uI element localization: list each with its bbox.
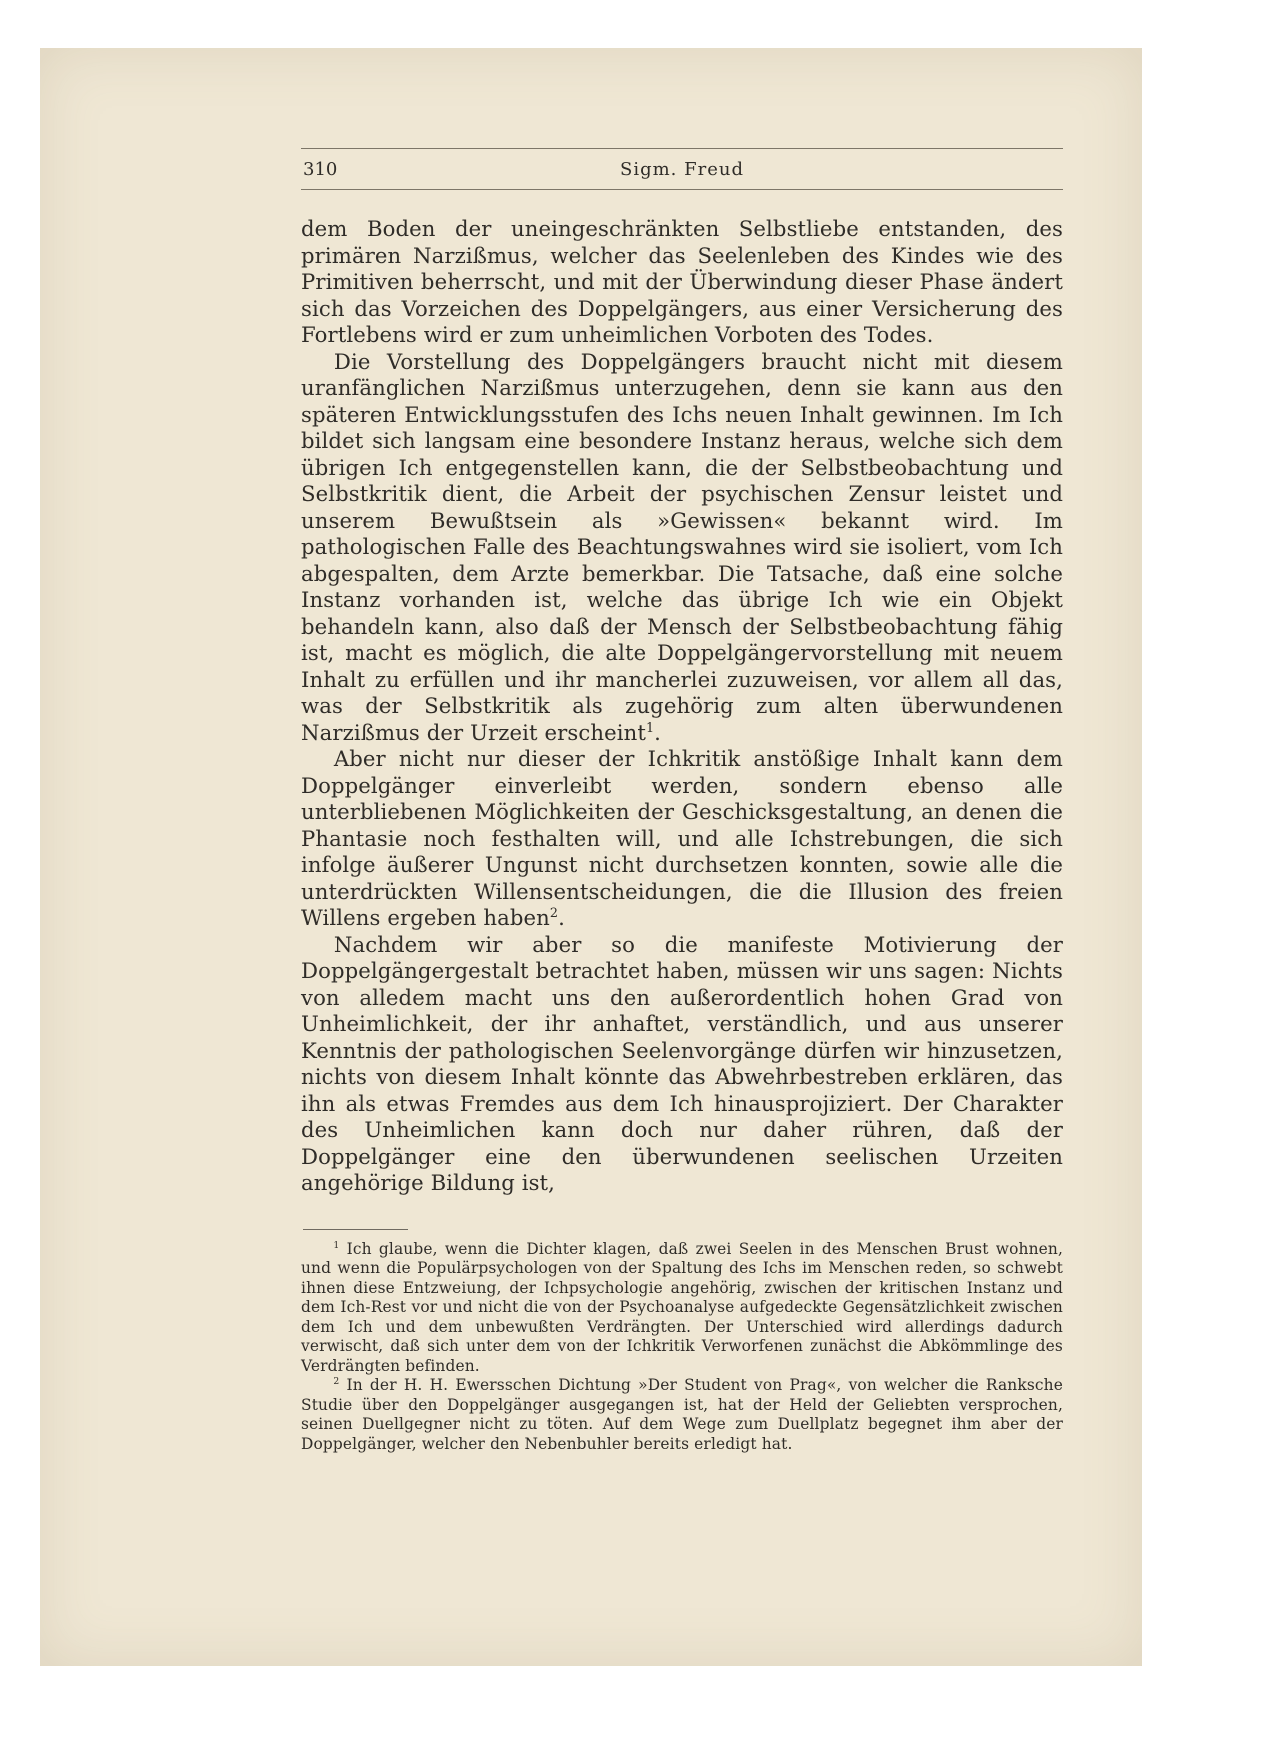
paragraph-continuation: dem Boden der uneingeschränkten Selbstliebe entstanden, des primären Narzißmus, welcher das Seelenleben des Kindes wie des Primitiven beherrscht, und mit der Überwindung dieser Phase ändert sich das Vorzeichen des Doppelgängers, aus einer Versicherung des Fortlebens wird er zum unheimlichen Vorboten des Todes. — [301, 216, 1063, 347]
footnote-mark: 1 — [333, 1239, 340, 1251]
paragraph-text: Die Vorstellung des Doppelgängers braucht nicht mit diesem uranfänglichen Narzißmus unterzugehen, denn sie kann aus den späteren Entwicklungsstufen des Ichs neuen Inhalt gewinnen. Im Ich bildet sich langsam eine besondere Instanz heraus, welche sich dem übrigen Ich entgegenstellen kann, die der Selbstbeobachtung und Selbstkritik dient, die Arbeit der psychischen Zensur leistet und unserem Bewußtsein als »Gewissen« bekannt wird. Im pathologischen Falle des Beachtungswahnes wird sie isoliert, vom Ich abgespalten, dem Arzte bemerkbar. Die Tatsache, daß eine solche Instanz vorhanden ist, welche das übrige Ich wie ein Objekt behandeln kann, also daß der Mensch der Selbstbeobachtung fähig ist, macht es möglich, die alte Doppelgängervorstellung mit neuem Inhalt zu erfüllen und ihr mancherlei zuzuweisen, vor allem all das, was der Selbstkritik als zugehörig zum alten überwundenen Narzißmus der Urzeit erscheint — [301, 348, 1063, 745]
footnotes — [301, 1240, 1063, 1455]
paragraph: Nachdem wir aber so die manifeste Motivierung der Doppelgängergestalt betrachtet haben, müssen wir uns sagen: Nichts von alledem macht uns den außerordentlich hohen Grad von Unheimlichkeit, der ihr anhaftet, verständlich, und aus unserer Kenntnis der pathologischen Seelenvorgänge dürfen wir hinzusetzen, nichts von diesem Inhalt könnte das Abwehrbestreben erklären, das ihn als etwas Fremdes aus dem Ich hinausprojiziert. Der Charakter des Unheimlichen kann doch nur daher rühren, daß der Doppelgänger eine den überwundenen seelischen Urzeiten angehörige Bildung ist, — [301, 931, 1063, 1195]
footnote — [301, 1376, 1063, 1454]
footnote-reference: 2 — [549, 904, 559, 920]
body-text — [301, 216, 1063, 1197]
footnote-reference: 1 — [645, 719, 655, 735]
paragraph — [301, 349, 1063, 747]
footnote-mark: 2 — [333, 1375, 340, 1387]
paragraph — [301, 746, 1063, 932]
paragraph-end: . — [558, 905, 565, 930]
footnote-text: Ich glaube, wenn die Dichter klagen, daß zwei Seelen in des Menschen Brust wohnen, und wenn die Populärpsychologen von der Spaltung des Ichs im Menschen reden, so schwebt ihnen diese Entzweiung, der Ichpsychologie angehörig, zwischen der kritischen Instanz und dem Ich-Rest vor und nicht die von der Psychoanalyse aufgedeckte Gegensätzlichkeit zwischen dem Ich und dem unbewußten Verdrängten. Der Unterschied wird allerdings dadurch verwischt, daß sich unter dem von der Ichkritik Verworfenen zunächst die Abkömmlinge des Verdrängten befinden. — [301, 1239, 1063, 1375]
running-head-author: Sigm. Freud — [620, 159, 744, 180]
running-head — [301, 148, 1063, 190]
book-page — [301, 148, 1063, 1454]
footnote — [301, 1240, 1063, 1377]
footnote-text: In der H. H. Ewersschen Dichtung »Der Student von Prag«, von welcher die Ranksche Studie über den Doppelgänger ausgegangen ist, hat der Held der Geliebten versprochen, seinen Duellgegner nicht zu töten. Auf dem Wege zum Duellplatz begegnet ihm aber der Doppelgänger, welcher den Nebenbuhler bereits erledigt hat. — [301, 1376, 1063, 1453]
paragraph-text: Aber nicht nur dieser der Ichkritik anstößige Inhalt kann dem Doppelgänger einverleibt werden, sondern ebenso alle unterbliebenen Möglichkeiten der Geschicksgestaltung, an denen die Phantasie noch festhalten will, und alle Ichstrebungen, die sich infolge äußerer Ungunst nicht durchsetzen konnten, sowie alle die unterdrückten Willensentscheidungen, die die Illusion des freien Willens ergeben haben — [301, 746, 1063, 930]
paragraph-end: . — [654, 719, 661, 745]
page-number: 310 — [303, 159, 338, 180]
footnote-divider — [303, 1229, 408, 1230]
